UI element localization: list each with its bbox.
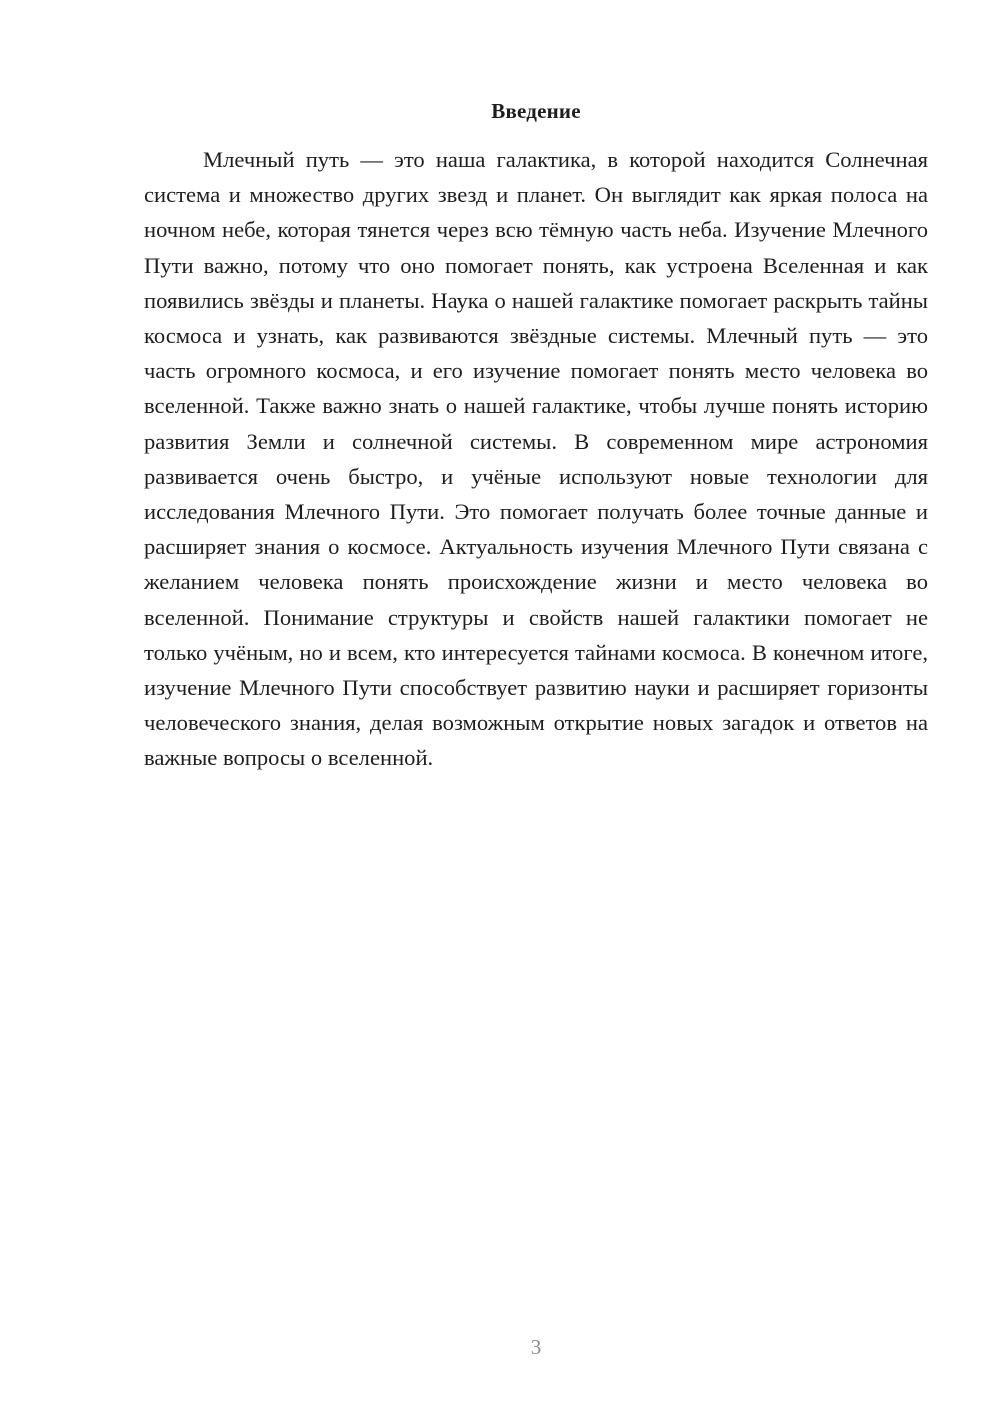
body-paragraph: Млечный путь — это наша галактика, в которой находится Солнечная система и множество других звезд и планет. Он выглядит как яркая полоса на ночном небе, которая тянется через всю тёмную часть неба. Изучение Млечного Пути важно, потому что оно помогает понять, как устроена Вселенная и как появились звёзды и планеты. Наука о нашей галактике помогает раскрыть тайны космоса и узнать, как развиваются звёздные системы. Млечный путь — это часть огромного космоса, и его изучение помогает понять место человека во вселенной. Также важно знать о нашей галактике, чтобы лучше понять историю развития Земли и солнечной системы. В современном мире астрономия развивается очень быстро, и учёные используют новые технологии для исследования Млечного Пути. Это помогает получать более точные данные и расширяет знания о космосе. Актуальность изучения Млечного Пути связана с желанием человека понять происхождение жизни и место человека во вселенной. Понимание структуры и свойств нашей галактики помогает не только учёным, но и всем, кто интересуется тайнами космоса. В конечном итоге, изучение Млечного Пути способствует развитию науки и расширяет горизонты человеческого знания, делая возможным открытие новых загадок и ответов на важные вопросы о вселенной. <box>144 147 928 771</box>
section-heading: Введение <box>491 99 581 123</box>
page-number: 3 <box>530 1335 542 1359</box>
